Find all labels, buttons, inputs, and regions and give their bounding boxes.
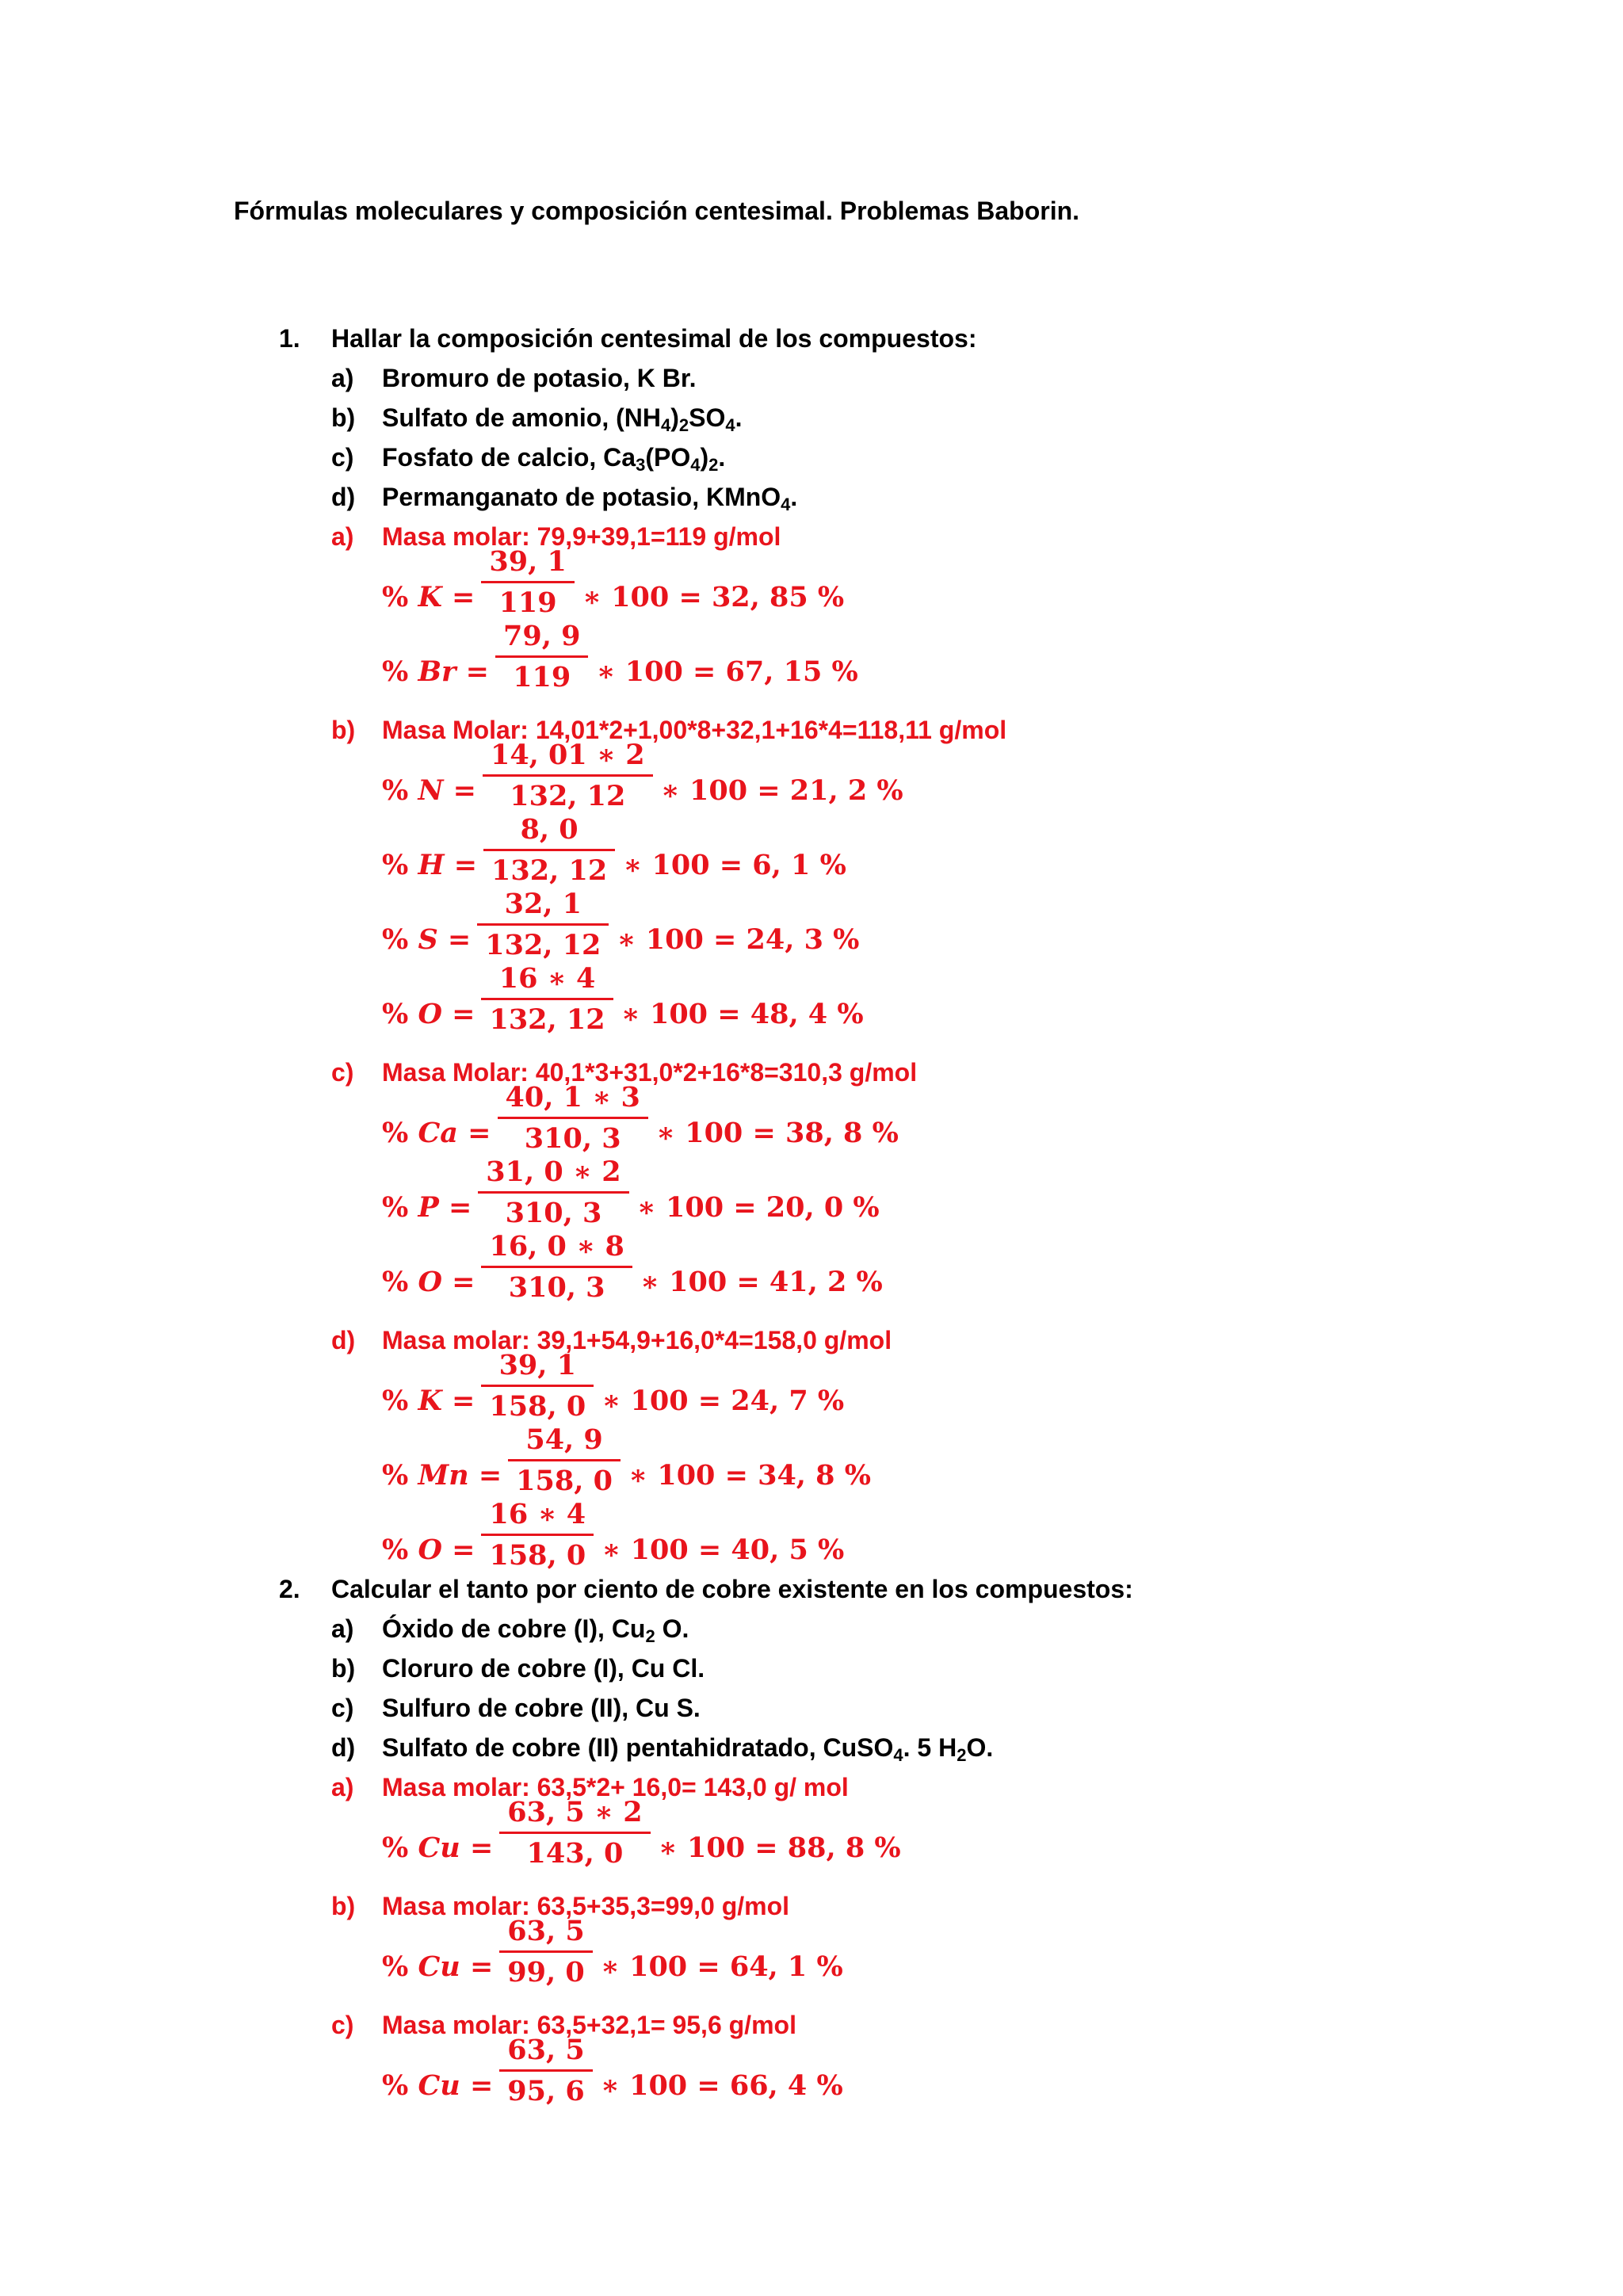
problem2-solution-label: b) bbox=[331, 1892, 356, 1920]
equation-result: ∗ 100 = 21, 2 % bbox=[660, 774, 903, 807]
problem2-item-0: Óxido de cobre (I), $Cu_2$ O. bbox=[382, 1614, 689, 1646]
equation-lhs: % O = bbox=[382, 1534, 475, 1566]
problem2-number: 2. bbox=[279, 1575, 300, 1603]
document-title: Fórmulas moleculares y composición centesimal. Problemas Baborin. bbox=[234, 197, 1080, 225]
fraction bbox=[499, 1794, 650, 1872]
equation-result: ∗ 100 = 6, 1 % bbox=[623, 849, 846, 881]
problem1-item-label: b) bbox=[331, 403, 356, 432]
fraction bbox=[508, 1421, 621, 1499]
fraction bbox=[495, 617, 588, 696]
problem2-item-label: a) bbox=[331, 1614, 354, 1643]
problem2-item-label: d) bbox=[331, 1733, 356, 1762]
fraction bbox=[499, 1912, 592, 1991]
fraction-denominator: 119 bbox=[513, 661, 571, 693]
equation-lhs: % S = bbox=[382, 923, 472, 956]
problem1-item-2: Fosfato de calcio, $Ca_3(PO_4)_2$. bbox=[382, 443, 726, 475]
equation-result: ∗ 100 = 38, 8 % bbox=[655, 1117, 899, 1149]
fraction bbox=[481, 1496, 594, 1574]
fraction-denominator: 158, 0 bbox=[489, 1539, 586, 1572]
equation-lhs: % K = bbox=[382, 581, 475, 613]
fraction-denominator: 158, 0 bbox=[516, 1465, 613, 1497]
fraction-denominator: 310, 3 bbox=[508, 1271, 605, 1304]
problem2-solution-label: a) bbox=[331, 1773, 354, 1801]
problem1-item-1: Sulfato de amonio, $(NH_4)_2SO_4$. bbox=[382, 403, 743, 435]
fraction-numerator: 63, 5 bbox=[507, 2034, 585, 2066]
fraction-numerator: 79, 9 bbox=[503, 620, 581, 652]
fraction-denominator: 132, 12 bbox=[510, 780, 626, 812]
fraction-numerator: 63, 5 ∗ 2 bbox=[507, 1796, 643, 1828]
fraction bbox=[483, 736, 653, 815]
equation-result: ∗ 100 = 40, 5 % bbox=[601, 1534, 845, 1566]
equation-result: ∗ 100 = 32, 85 % bbox=[582, 581, 845, 613]
equation-lhs: % Cu = bbox=[382, 2069, 494, 2102]
equation-lhs: % Mn = bbox=[382, 1459, 502, 1492]
fraction bbox=[498, 1079, 648, 1157]
problem1-solution-molar-mass: Masa molar: 79,9+39,1=119 g/mol bbox=[382, 522, 781, 551]
fraction-numerator: 32, 1 bbox=[504, 888, 582, 920]
fraction-numerator: 31, 0 ∗ 2 bbox=[486, 1156, 621, 1188]
fraction bbox=[481, 960, 613, 1038]
equation-lhs: % O = bbox=[382, 1266, 475, 1298]
equation-result: ∗ 100 = 20, 0 % bbox=[636, 1191, 880, 1224]
fraction-denominator: 132, 12 bbox=[491, 854, 608, 887]
fraction bbox=[478, 1153, 628, 1232]
fraction-numerator: 8, 0 bbox=[520, 813, 579, 846]
problem1-solution-label: a) bbox=[331, 522, 354, 551]
fraction-denominator: 99, 0 bbox=[507, 1956, 585, 1988]
equation-result: ∗ 100 = 64, 1 % bbox=[600, 1950, 843, 1983]
problem2-solution-molar-mass: Masa molar: 63,5*2+ 16,0= 143,0 g/ mol bbox=[382, 1773, 849, 1801]
fraction-numerator: 39, 1 bbox=[498, 1349, 576, 1381]
equation-lhs: % Cu = bbox=[382, 1950, 494, 1983]
equation-result: ∗ 100 = 34, 8 % bbox=[628, 1459, 871, 1492]
fraction-denominator: 95, 6 bbox=[507, 2075, 585, 2107]
problem1-solution-molar-mass: Masa molar: 39,1+54,9+16,0*4=158,0 g/mol bbox=[382, 1326, 892, 1354]
fraction bbox=[483, 811, 615, 889]
equation-result: ∗ 100 = 67, 15 % bbox=[596, 655, 858, 688]
fraction bbox=[477, 885, 609, 964]
fraction-numerator: 40, 1 ∗ 3 bbox=[505, 1081, 640, 1114]
problem1-item-label: c) bbox=[331, 443, 354, 472]
equation-result: ∗ 100 = 88, 8 % bbox=[658, 1832, 901, 1864]
problem1-item-0: Bromuro de potasio, K Br. bbox=[382, 364, 697, 392]
problem1-solution-label: c) bbox=[331, 1058, 354, 1087]
problem1-number: 1. bbox=[279, 324, 300, 353]
equation-lhs: % Cu = bbox=[382, 1832, 494, 1864]
equation-result: ∗ 100 = 41, 2 % bbox=[640, 1266, 883, 1298]
equation-result: ∗ 100 = 48, 4 % bbox=[621, 998, 864, 1030]
fraction-numerator: 54, 9 bbox=[525, 1423, 603, 1456]
problem1-statement: Hallar la composición centesimal de los compuestos: bbox=[331, 324, 977, 353]
problem1-solution-label: d) bbox=[331, 1326, 356, 1354]
equation-lhs: % Br = bbox=[382, 655, 489, 688]
equation-result: ∗ 100 = 66, 4 % bbox=[600, 2069, 843, 2102]
problem2-solution-molar-mass: Masa molar: 63,5+35,3=99,0 g/mol bbox=[382, 1892, 790, 1920]
fraction-numerator: 39, 1 bbox=[489, 545, 567, 578]
fraction-numerator: 16 ∗ 4 bbox=[489, 1498, 586, 1530]
equation-lhs: % N = bbox=[382, 774, 476, 807]
problem1-solution-molar-mass: Masa Molar: 40,1*3+31,0*2+16*8=310,3 g/mol bbox=[382, 1058, 918, 1087]
problem1-item-3: Permanganato de potasio, KMnO$_4$. bbox=[382, 483, 798, 514]
fraction-denominator: 143, 0 bbox=[526, 1837, 624, 1870]
equation-result: ∗ 100 = 24, 3 % bbox=[617, 923, 860, 956]
fraction-numerator: 63, 5 bbox=[507, 1915, 585, 1947]
problem2-item-2: Sulfuro de cobre (II), Cu S. bbox=[382, 1694, 701, 1722]
problem2-item-3: Sulfato de cobre (II) pentahidratado, CuSO$_4$. 5 $H_2O$. bbox=[382, 1733, 994, 1765]
equation-lhs: % O = bbox=[382, 998, 475, 1030]
fraction bbox=[481, 543, 574, 621]
problem1-item-label: a) bbox=[331, 364, 354, 392]
fraction bbox=[499, 2031, 592, 2110]
problem2-item-label: c) bbox=[331, 1694, 354, 1722]
fraction-denominator: 132, 12 bbox=[485, 929, 601, 961]
fraction-denominator: 310, 3 bbox=[505, 1197, 602, 1229]
problem2-item-label: b) bbox=[331, 1654, 356, 1683]
equation-result: ∗ 100 = 24, 7 % bbox=[601, 1385, 845, 1417]
fraction bbox=[481, 1347, 594, 1425]
equation-lhs: % H = bbox=[382, 849, 478, 881]
problem1-solution-molar-mass: Masa Molar: 14,01*2+1,00*8+32,1+16*4=118,11 g/mol bbox=[382, 716, 1007, 744]
problem2-solution-label: c) bbox=[331, 2011, 354, 2039]
problem1-item-label: d) bbox=[331, 483, 356, 511]
fraction-numerator: 16 ∗ 4 bbox=[498, 962, 596, 995]
fraction-denominator: 119 bbox=[498, 586, 557, 619]
fraction-numerator: 16, 0 ∗ 8 bbox=[489, 1230, 624, 1263]
fraction-numerator: 14, 01 ∗ 2 bbox=[490, 739, 645, 771]
problem2-statement: Calcular el tanto por ciento de cobre existente en los compuestos: bbox=[331, 1575, 1133, 1603]
equation-lhs: % P = bbox=[382, 1191, 472, 1224]
problem2-solution-molar-mass: Masa molar: 63,5+32,1= 95,6 g/mol bbox=[382, 2011, 796, 2039]
equation-lhs: % K = bbox=[382, 1385, 475, 1417]
fraction-denominator: 310, 3 bbox=[524, 1122, 621, 1155]
problem2-item-1: Cloruro de cobre (I), Cu Cl. bbox=[382, 1654, 705, 1683]
fraction-denominator: 132, 12 bbox=[489, 1003, 605, 1036]
equation-lhs: % Ca = bbox=[382, 1117, 491, 1149]
problem1-solution-label: b) bbox=[331, 716, 356, 744]
fraction-denominator: 158, 0 bbox=[489, 1390, 586, 1423]
fraction bbox=[481, 1228, 632, 1306]
